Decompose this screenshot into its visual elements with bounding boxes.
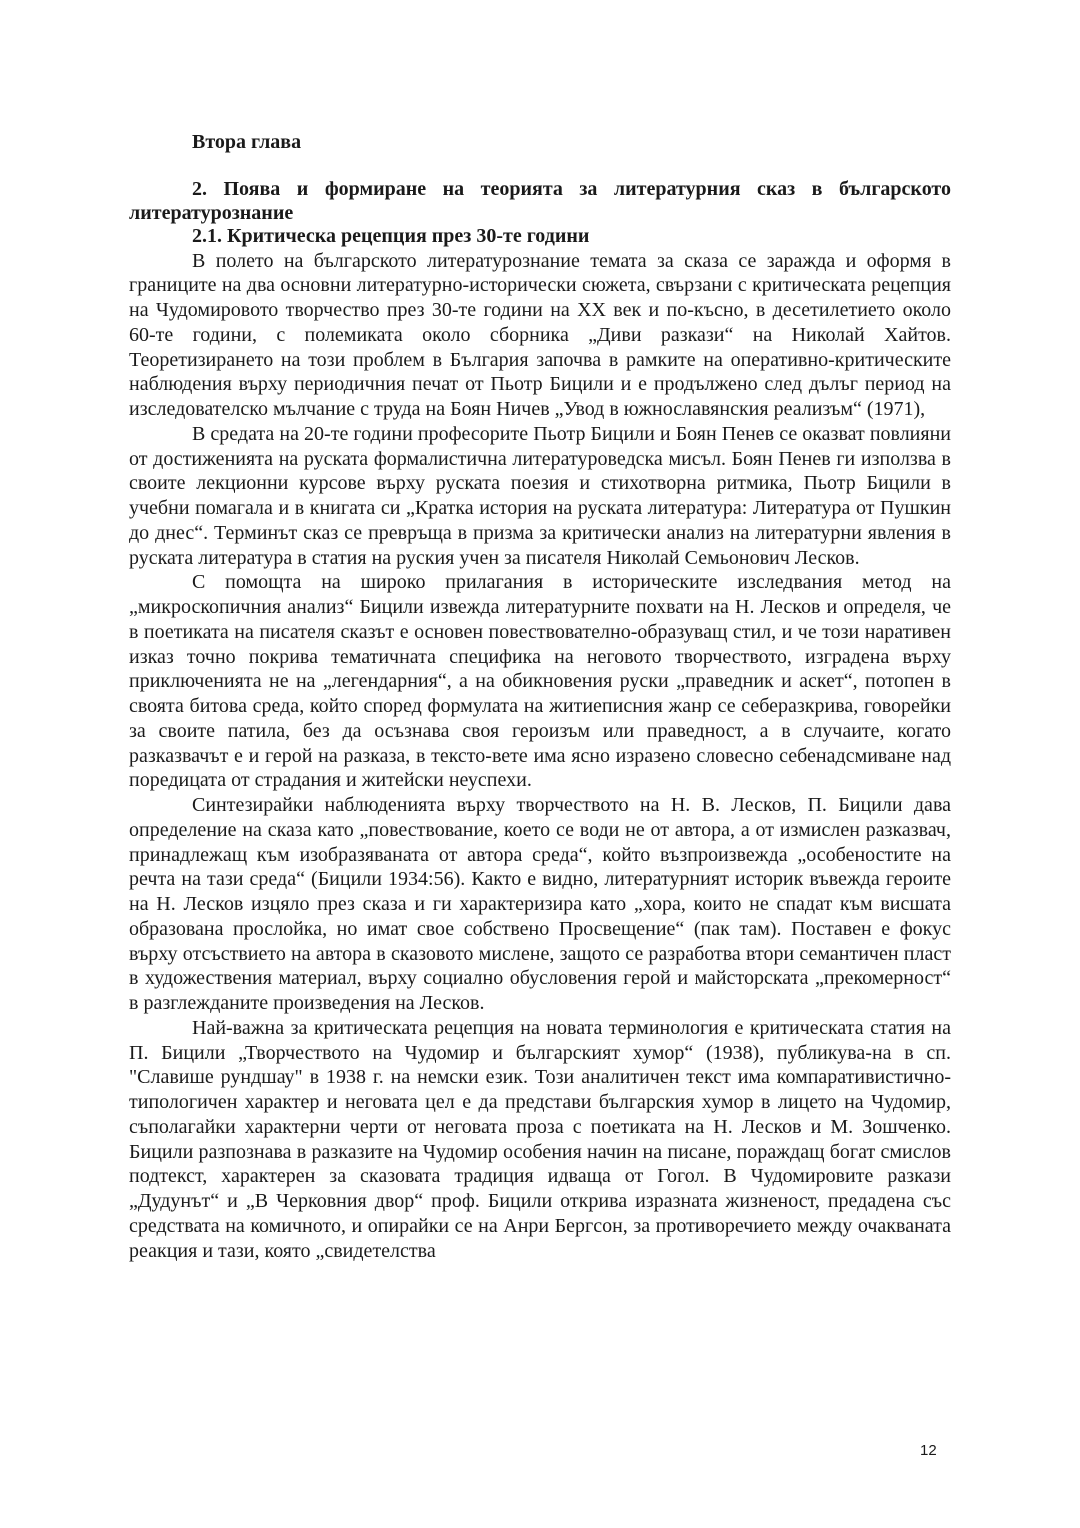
page-body [129,128,951,1263]
page-number: 12 [920,1442,937,1459]
paragraph-5: Най-важна за критическата рецепция на новата терминология е критическата статия на П. Бицили „Творчеството на Чудомир и българският хумор“ (1938), публикува-на в сп. "Славише рундшау" в 1938 г. на немски език. Този аналитичен текст има компаративистично-типологичен характер и неговата цел е да представи българския хумор в лицето на Чудомир, съполагайки характерни черти от неговата проза с поетиката на Н. Лесков и М. Зошченко. Бицили разпознава в разказите на Чудомир особения начин на писане, пораждащ богат смислов подтекст, характерен за сказовата традиция идваща от Гогол. В Чудомировите разкази „Дудунът“ и „В Черковния двор“ проф. Бицили открива изразната жизненост, предадена със средствата на комичното, и опирайки се на Анри Бергсон, за противоречието между очакваната реакция и тази, която „свидетелства [129,1016,951,1262]
paragraph-4: Синтезирайки наблюденията върху творчеството на Н. В. Лесков, П. Бицили дава определение на сказа като „повествование, което се води не от автора, а от измислен разказвач, принадлежащ към изобразяваната от автора среда“, който възпроизвежда „особеностите на речта на тази среда“ (Бицили 1934:56). Както е видно, литературният историк въвежда героите на Н. Лесков изцяло през сказа и ги характеризира като „хора, които не спадат към висшата образована прослойка, но имат свое собствено Просвещение“ (пак там). Поставен е фокус върху отсъствието на автора в сказовото мислене, защото се разработва втори семантичен пласт в художествения материал, върху социално обусловения герой и майсторската „прекомерност“ в разглежданите произведения на Лесков. [129,794,951,1014]
subsection-heading: 2.1. Критическа рецепция през 30-те години [192,225,590,247]
paragraph-1: В полето на българското литературознание темата за сказа се заражда и оформя в границите на два основни литературно-исторически сюжета, свързани с критическата рецепция на Чудомировото творчество през 30-те години на XX век и по-късно, в десетилетието около 60-те години, с полемиката около сборника „Диви разкази“ на Николай Хайтов. Теоретизирането на този проблем в България започва в рамките на оперативно-критическите наблюдения върху периодичния печат от Пьотр Бицили и е продължено след дълъг период на изследователско мълчание с труда на Боян Ничев „Увод в южнославянския реализъм“ (1971), [129,249,951,420]
paragraph-2: В средата на 20-те години професорите Пьотр Бицили и Боян Пенев се оказват повлияни от достиженията на руската формалистична литературоведска мисъл. Боян Пенев ги използва в своите лекционни курсове върху руската поезия и стихотворна ритмика, Пьотр Бицили в учебни помагала и в книгата си „Кратка история на руската литература: Литература от Пушкин до днес“. Терминът сказ се превръща в призма за критически анализ на литературни явления в руската литература в статия на руския учен за писателя Николай Семьонович Лесков. [129,422,951,569]
paragraph-3: С помощта на широко прилагания в историческите изследвания метод на „микроскопичния анализ“ Бицили извежда литературните похвати на Н. Лесков и определя, че в поетиката на писателя сказът е основен повествователно-образуващ стил, и че този наративен изказ точно покрива тематичната специфика на неговото творчеството, изградена върху приключенията не на „легендарния“, а на обикновения руски „праведник и аскет“, потопен в своята битова среда, който според формулата на житиеписния жанр се себеразкрива, говорейки за своите патила, без да осъзнава своя героизъм или праведност, а в случаите, когато разказвачът е и герой на разказа, в тексто-вете има ясно изразено словесно себенадсмиване над поредицата от страдания и житейски неуспехи. [129,571,951,792]
section-heading: 2. Поява и формиране на теорията за литературния сказ в българското литературознание [129,178,951,224]
chapter-title: Втора глава [192,131,302,153]
